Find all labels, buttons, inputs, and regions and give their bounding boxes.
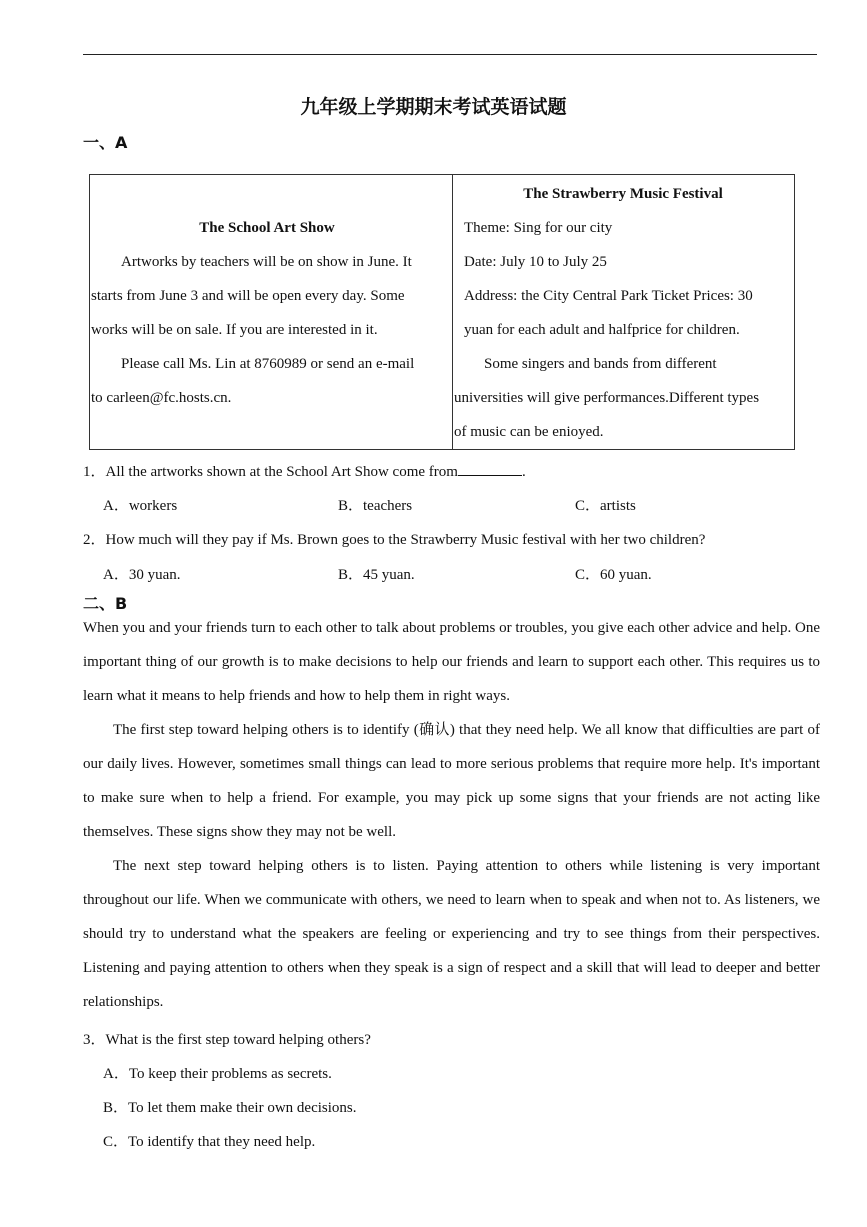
art-show-ad bbox=[91, 211, 443, 415]
art-show-line: starts from June 3 and will be open every day. Some bbox=[91, 288, 405, 304]
passage bbox=[83, 611, 820, 1019]
table-divider bbox=[452, 175, 453, 449]
question-1 bbox=[83, 460, 526, 481]
music-festival-line: Address: the City Central Park Ticket Prices: 30 bbox=[464, 288, 753, 304]
art-show-line: works will be on sale. If you are interested in it. bbox=[91, 322, 378, 338]
art-show-heading: The School Art Show bbox=[199, 220, 335, 236]
page-title: 九年级上学期期末考试英语试题 bbox=[300, 96, 567, 118]
music-festival-ad bbox=[454, 177, 792, 449]
q1-option-c: C．artists bbox=[575, 498, 636, 514]
music-festival-line: universities will give performances.Different types bbox=[454, 390, 760, 406]
q2-option-b: B．45 yuan. bbox=[338, 567, 415, 583]
passage-paragraph-3: The next step toward helping others is to listen. Paying attention to others while listening is very important throughout our life. When we communicate with others, we need to learn when to speak and when not to. As listeners, we should try to understand what the speakers are feeling or experiencing and try to see things from their perspectives. Listening and paying attention to others when they speak is a sign of respect and a skill that will lead to deeper and better relationships. bbox=[83, 858, 820, 1010]
art-show-line: Artworks by teachers will be on show in June. It bbox=[121, 254, 412, 270]
section-b-label: 二、B bbox=[83, 594, 128, 613]
question-3-stem: 3．What is the first step toward helping others? bbox=[83, 1032, 371, 1048]
music-festival-line: Some singers and bands from different bbox=[484, 356, 717, 372]
q2-option-a: A．30 yuan. bbox=[103, 567, 181, 583]
passage-paragraph-2: The first step toward helping others is to identify (确认) that they need help. We all know that difficulties are part of our daily lives. However, sometimes small things can lead to more serious problems that require more help. It's important to make sure when to help a friend. For example, you may pick up some signs that your friends are not acting like themselves. These signs show they may not be well. bbox=[83, 722, 820, 840]
q1-option-a: A．workers bbox=[103, 498, 178, 514]
question-1-stem: 1．All the artworks shown at the School Art Show come from bbox=[83, 464, 458, 480]
answer-blank bbox=[458, 461, 522, 476]
q3-option-a: A．To keep their problems as secrets. bbox=[103, 1066, 332, 1082]
question-1-end: . bbox=[521, 464, 526, 480]
music-festival-line: Date: July 10 to July 25 bbox=[464, 254, 607, 270]
q2-option-c: C．60 yuan. bbox=[575, 567, 652, 583]
section-a-label: 一、A bbox=[83, 133, 128, 152]
q1-option-b: B．teachers bbox=[338, 498, 413, 514]
passage-paragraph-1: When you and your friends turn to each other to talk about problems or troubles, you give each other advice and help. One important thing of our growth is to make decisions to help our friends and learn to support each other. This requires us to learn what it means to help friends and how to help them in right ways. bbox=[83, 620, 820, 704]
music-festival-line: yuan for each adult and halfprice for children. bbox=[464, 322, 740, 338]
music-festival-line: Theme: Sing for our city bbox=[464, 220, 613, 236]
q3-option-b: B．To let them make their own decisions. bbox=[103, 1100, 357, 1116]
question-2-stem: 2．How much will they pay if Ms. Brown goes to the Strawberry Music festival with her two children? bbox=[83, 532, 706, 548]
art-show-line: Please call Ms. Lin at 8760989 or send an e-mail bbox=[121, 356, 415, 372]
music-festival-heading: The Strawberry Music Festival bbox=[523, 186, 723, 202]
music-festival-line: of music can be enioyed. bbox=[454, 424, 604, 440]
art-show-line: to carleen@fc.hosts.cn. bbox=[91, 390, 232, 406]
q3-option-c: C．To identify that they need help. bbox=[103, 1134, 316, 1150]
header-rule bbox=[83, 54, 817, 55]
ads-table bbox=[89, 174, 795, 450]
